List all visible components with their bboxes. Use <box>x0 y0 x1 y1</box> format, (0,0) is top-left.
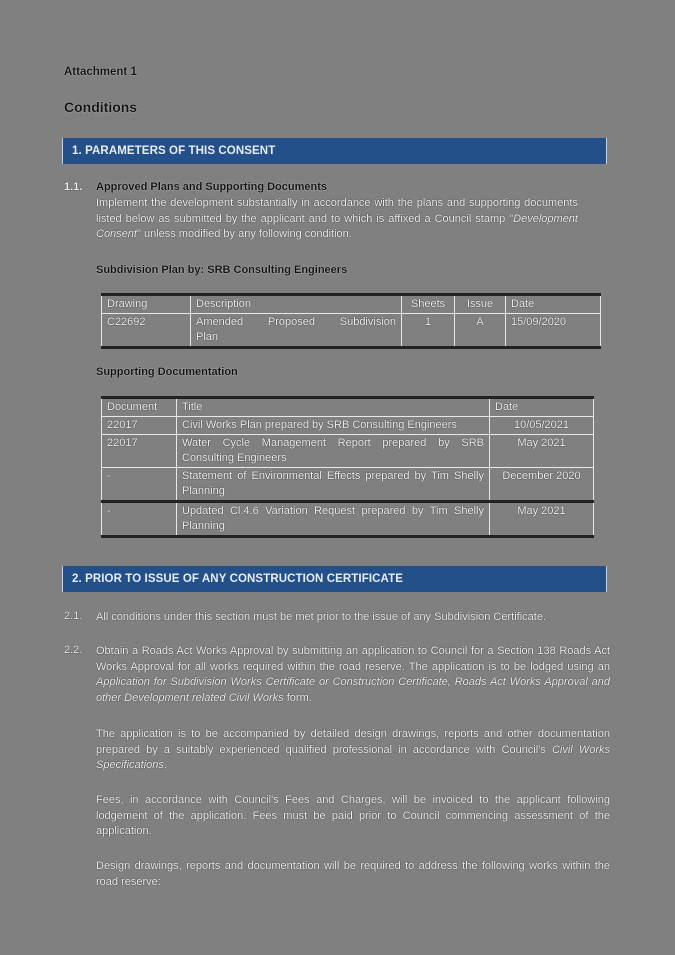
table-cell: 22017 <box>102 417 177 435</box>
table-row <box>102 468 594 502</box>
clause-body-italic: Development Consent <box>96 212 578 240</box>
section-banner-parameters: 1. PARAMETERS OF THIS CONSENT <box>62 138 607 164</box>
clause-body-text: Implement the development substantially in accordance with the plans and supporting documents listed below as submitted by the applicant and to which is affixed a Council stamp " <box>96 197 578 225</box>
table-cell: - <box>102 468 177 502</box>
table-header-row <box>102 398 594 417</box>
supporting-documentation-heading: Supporting Documentation <box>96 366 238 378</box>
table-cell: Water Cycle Management Report prepared by SRB Consulting Engineers <box>177 435 490 468</box>
table-cell: 22017 <box>102 435 177 468</box>
clause-body-text: Obtain a Roads Act Works Approval by submitting an application to Council for a Section 138 Roads Act Works Approval for all works required within the road reserve. The application is to be lodged using an <box>96 645 610 673</box>
attachment-label: Attachment 1 <box>64 66 137 78</box>
specifications-italic: Civil Works Specifications <box>96 743 610 771</box>
table-cell: 10/05/2021 <box>490 417 594 435</box>
table-header-cell: Description <box>191 295 402 314</box>
table-row <box>102 314 601 348</box>
clause-body-paragraph-3: Fees, in accordance with Council's Fees and Charges, will be invoiced to the applicant following lodgement of the application. Fees must be paid prior to Council commencing assessment of the application. <box>96 794 610 837</box>
clause-body: All conditions under this section must be met prior to the issue of any Subdivision Certificate. <box>96 611 547 623</box>
table-row <box>102 435 594 468</box>
table-cell: Civil Works Plan prepared by SRB Consulting Engineers <box>177 417 490 435</box>
clause-body-text: The application is to be accompanied by detailed design drawings, reports and other documentation prepared by a suitably experienced qualified professional in accordance with Council's <box>96 728 610 756</box>
table-header-cell: Document <box>102 398 177 417</box>
clause-body-paragraph-1 <box>96 644 610 706</box>
table-header-cell: Date <box>506 295 601 314</box>
table-cell: A <box>455 314 506 348</box>
subdivision-plan-heading: Subdivision Plan by: SRB Consulting Engineers <box>96 264 348 276</box>
clause-heading: Approved Plans and Supporting Documents <box>96 181 328 193</box>
table-cell: C22692 <box>102 314 191 348</box>
table-header-cell: Sheets <box>402 295 455 314</box>
table-cell: Amended Proposed Subdivision Plan <box>191 314 402 348</box>
table-row <box>102 502 594 537</box>
table-cell: December 2020 <box>490 468 594 502</box>
page-title: Conditions <box>64 99 138 115</box>
table-cell: 1 <box>402 314 455 348</box>
table-cell: Statement of Environmental Effects prepared by Tim Shelly Planning <box>177 468 490 502</box>
table-header-cell: Issue <box>455 295 506 314</box>
table-header-row <box>102 295 601 314</box>
table-row <box>102 417 594 435</box>
subdivision-plan-table <box>101 293 601 349</box>
clause-body-paragraph-4: Design drawings, reports and documentation will be required to address the following works within the road reserve: <box>96 860 610 888</box>
clause-body-text: . <box>163 759 167 771</box>
table-cell: - <box>102 502 177 537</box>
table-cell: May 2021 <box>490 502 594 537</box>
clause-body-text: " unless modified by any following condition. <box>136 228 352 240</box>
clause-body-paragraph-2 <box>96 727 610 774</box>
clause-body-text: form. <box>283 691 312 704</box>
table-header-cell: Date <box>490 398 594 417</box>
clause-number: 1.1. <box>64 181 83 193</box>
clause-number: 2.2. <box>64 644 83 656</box>
supporting-documentation-table <box>101 396 594 538</box>
table-cell: 15/09/2020 <box>506 314 601 348</box>
table-header-cell: Drawing <box>102 295 191 314</box>
table-cell: May 2021 <box>490 435 594 468</box>
form-name-italic: Application for Subdivision Works Certificate or Construction Certificate, Roads Act Works Approval and other Development related Civil Works <box>96 676 610 704</box>
section-banner-construction-certificate: 2. PRIOR TO ISSUE OF ANY CONSTRUCTION CERTIFICATE <box>62 566 607 592</box>
clause-number: 2.1. <box>64 610 83 622</box>
clause-body <box>96 196 578 243</box>
table-header-cell: Title <box>177 398 490 417</box>
table-cell: Updated Cl.4.6 Variation Request prepared by Tim Shelly Planning <box>177 502 490 537</box>
